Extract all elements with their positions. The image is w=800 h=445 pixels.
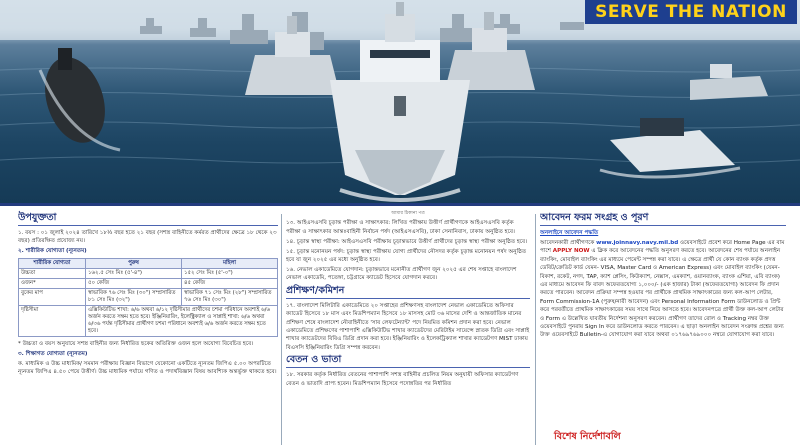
section-title-eligibility: উপযুক্ততা: [18, 212, 278, 226]
weight-note: * উচ্চতা ও বয়স অনুযায়ে সশস্ত্র বাহিনীর জন্য নির্ধারিত ছকের অতিরিক্ত ওজন হলে অযোগ্য বিবেচিত হবে।: [18, 340, 254, 347]
recruitment-notice: [0, 206, 800, 445]
medical-paragraph: ১৪. চূড়ান্ত স্বাস্থ্য পরীক্ষা: আইএসএসবি পরীক্ষায় চূড়ান্তভাবে উত্তীর্ণ প্রার্থীদের চূড়ান্ত স্বাস্থ্য পরীক্ষা অনুষ্ঠিত হবে।: [286, 238, 528, 245]
training-paragraph: ১৭. বাংলাদেশ মিলিটারি একাডেমিতে ২০ সপ্তাহের প্রশিক্ষণসহ বাংলাদেশ নেভাল একাডেমিতে অফিসার ক্যাডেট হিসেবে ১৮ মাস এবং মিডশিপম্যান হিসেবে ১৮ মাসসহ মোট ৩৬ মাসের দেশি ও আন্তর্জাতিক মানের প্রশিক্ষণ শেষে বাংলাদেশ নৌবাহিনীতে 'সাব লেফটেন্যান্ট' পদে নিয়মিত কমিশন প্রদান করা হবে। নেভাল একাডেমিতে প্রশিক্ষণের পাশাপাশি এক্সিকিউটিভ শাখার ক্যাডেটদের মেরিটাইম সায়েন্সে স্নাতক ডিগ্রি এবং সাপ্লাই শাখার ক্যাডেটদের বিবিএ ডিগ্রি প্রদান করা হবে। ইঞ্জিনিয়ারিং ও ইলেকট্রিক্যাল শাখার ক্যাডেটগণ MIST ঢাকায় বিএসসি ইঞ্জিনিয়ারিং ডিগ্রি সম্পন্ন করবেন।: [286, 302, 530, 351]
salary-paragraph: ১৮. সরকার কর্তৃক নির্ধারিত বেতনের পাশাপাশি সশস্ত্র বাহিনীর প্রচলিত নিয়ম অনুযায়ী অফিসার ক্যাডেটগণ বেতন ও ভাতাদি প্রাপ্য হবেন। মিডশিপম্যান হিসেবে পদোন্নতির পর নির্ধারিত: [286, 372, 519, 387]
column-divider-1: [281, 214, 282, 445]
apply-text-c: এ ক্লিক করে আবেদনের পদ্ধতি অনুসরণ করতে হবে। আবেদনের শেষ পর্যায়ে অনলাইন ব্যাংকিং, মোবাইল ব্যাংকিং এর মাধ্যমে পেমেন্ট সম্পন্ন করা যাবে। এ ক্ষেত্রে প্রার্থী যে কোন ব্যাংক কর্তৃক প্রদত্ত ডেবিট/ক্রেডিট কার্ড যেমন- VISA, Master Card ও American Express) এবং মোবাইল ব্যাংকিং (যেমন- বিকাশ, রকেট, নগদ, TAP, ক্যাশ প্লেসিং, কিউক্যাশ, নেক্সাস, এমক্যাশ, ওয়ানব্যাংক, ব্যাংক এশিয়া, এবি ব্যাংক) এর মাধ্যমে আবেদন ফি বাবদ অফেরতযোগ্য ১,০০০/- (এক হাজার) টাকা (অফেরতযোগ্য) আবেদন ফি প্রদান করতে পারবেন। আবেদন প্রক্রিয়া সম্পন্ন হওয়ার পর প্রার্থীকে প্রাথমিক সাক্ষাৎকারের জন্য কল-আপ লেটার, Form Commission-1A (পুরুষ/নারী আবেদন) এবং Personal Information Form ডাউনলোড ও প্রিন্ট করে পরবর্তীতে প্রাথমিক সাক্ষাৎকারের সময় সাথে নিয়ে আসতে হবে। আবেদনপত্রে প্রার্থী উক্ত কল-আপ লেটার ও Form এ উল্লেখিত যাবতীয় নির্দেশনা অনুসরণ করবেন। প্রার্থীগণ তাদের রোল ও Tracking নম্বর উক্ত ওয়েবসাইটে পুনরায় Sign In করে ডাউনলোড করতে পারবেন। এ ছাড়া অনলাইন আবেদন সংক্রান্ত প্রশ্নের জন্য উক্ত ওয়েবসাইটে Bulletin-এ যোগাযোগ করা যাবে অথবা ০১৭৬৯৭৬৯০০০ নম্বরে যোগাযোগ করা যাবে।: [540, 248, 784, 339]
apply-text-b: ওয়েবসাইটে প্রবেশ করে Home Page এর বাম পাশে: [540, 239, 785, 255]
headline-banner: SERVE THE NATION: [585, 0, 797, 24]
education-paragraph: ক. মাধ্যমিক ও উচ্চ মাধ্যমিক/ সমমান পরীক্ষায় বিজ্ঞান বিভাগে যেকোনো একটিতে ন্যূনতম জিপিএ ৫.০০ অপরটিতে ন্যূনতম জিপিএ ৪.৫০ পেয়ে উত্তীর্ণ। উচ্চ মাধ্যমিক পর্যায়ে গণিত ও পদার্থবিজ্ঞান বিষয় আবশ্যিক অন্তর্ভুক্ত থাকতে হবে।: [18, 361, 277, 376]
submarine: [35, 48, 120, 150]
academy-joining-paragraph: ১৬. নেভাল একাডেমিতে যোগদান: চূড়ান্তভাবে মনোনীত প্রার্থীগণ জুন ২০২৫ এর শেষ সপ্তাহে বাংলাদেশ নেভাল একাডেমি, পতেঙ্গা, চট্টগ্রামে ক্যাডেট হিসেবে যোগদান করবে।: [286, 266, 517, 282]
table-cell: ১৫২ সেঃ মিঃ (৫'-০"): [182, 268, 278, 278]
apply-now-link[interactable]: APPLY NOW: [552, 248, 590, 255]
hero-photo: [0, 0, 800, 203]
table-cell: উচ্চতা: [19, 268, 86, 278]
table-row: [19, 305, 278, 336]
section-title-salary: বেতন ও ভাতা: [286, 354, 530, 368]
table-header-cell: পুরুষ: [86, 258, 182, 268]
table-header-cell: মহিলা: [182, 258, 278, 268]
table-cell: ৪৫ কেজি: [182, 278, 278, 288]
table-cell: স্বাভাবিক ৭১ সেঃ মিঃ (২৮") সম্প্রসারিত ৭৬ সেঃ মিঃ (৩০"): [182, 288, 278, 305]
age-paragraph: ১. বয়স : ০১ জুলাই ২০২৪ তারিখে ১৮½ বছর হতে ২১ বছর (সশস্ত্র বাহিনীতে কর্মরত প্রার্থীদের ক্ষেত্রে ১৮ থেকে ২৩ বছর) প্রতিরক্ষিত প্রযোজ্য নয়।: [18, 230, 277, 245]
column-selection: [286, 210, 530, 445]
column-divider-2: [535, 214, 536, 445]
table-cell: ৫০ কেজি: [86, 278, 182, 288]
table-row: [19, 278, 278, 288]
column-application: [540, 210, 786, 445]
section-title-training: প্রশিক্ষণ/কমিশন: [286, 285, 530, 299]
education-req-label: ৩. শিক্ষাগত যোগ্যতা (ন্যূনতম): [18, 351, 88, 358]
online-apply-subheading: অনলাইনে আবেদন পদ্ধতি: [540, 230, 599, 236]
issb-paragraph: ১৩. আইএসএসবি চূড়ান্ত পরীক্ষা ও সাক্ষাৎকার: লিখিত পরীক্ষায় উত্তীর্ণ প্রার্থীগণকে আইএসএসবি কর্তৃক পরীক্ষা ও সাক্ষাৎকার আন্তঃবাহিনী নির্বাচন পর্ষদ (আইএসএসবি), ঢাকা সেনানিবাস, ঢাকায় অনুষ্ঠিত হবে।: [286, 220, 515, 235]
apply-text-a: আবেদনকারী প্রার্থীগণকে: [540, 239, 595, 246]
table-cell: বুকের মাপ: [19, 288, 86, 305]
column-eligibility: [18, 210, 278, 445]
patrol-boat: [600, 118, 740, 177]
special-instructions-heading: বিশেষ নির্দেশাবলি: [554, 431, 621, 442]
table-cell: ১৬২.৫ সেঃ মিঃ (৫'-৪"): [86, 268, 182, 278]
section-title-application: আবেদন ফরম সংগ্রহ ও পূরণ: [540, 212, 786, 226]
special-instructions-heading-wrap: [540, 430, 786, 445]
table-cell: এক্সিকিউটিভ শাখা: ৬/৬ অথবা ৬/১২ দৃষ্টিসীমার প্রার্থীদের চশমা পরিধানে অবশ্যই ৬/৬ অর্জন করতে সক্ষম হতে হবে। ইঞ্জিনিয়ারিং, ইলেক্ট্রিক্যাল ও সাপ্লাই শাখা: ৬/৬ অথবা ৬/৩৬ পর্যন্ত দৃষ্টিসীমার প্রার্থীগণ চশমা পরিধানে অবশ্যই ৬/৬ অর্জন করতে সক্ষম হতে হবে।: [86, 305, 278, 336]
table-cell: স্বাভাবিক ৭৬ সেঃ মিঃ (৩০") সম্প্রসারিত ৮১ সেঃ মিঃ (৩২"): [86, 288, 182, 305]
physical-req-label: ২. শারীরিক যোগ্যতা (ন্যূনতম): [18, 248, 87, 255]
small-ship-right: [690, 64, 768, 100]
table-row: [19, 288, 278, 305]
naval-fleet-illustration: [0, 0, 800, 203]
table-row: [19, 268, 278, 278]
table-header-row: [19, 258, 278, 268]
table-cell: ওজন*: [19, 278, 86, 288]
application-paragraph: [540, 239, 786, 340]
physical-requirements-table: [18, 258, 278, 337]
top-caption: আমার ঠিকানা পত্র: [391, 211, 425, 216]
website-link[interactable]: www.joinnavy.navy.mil.bd: [596, 239, 679, 246]
table-cell: দৃষ্টিসীমা: [19, 305, 86, 336]
table-header-cell: শারীরিক যোগ্যতা: [19, 258, 86, 268]
final-board-paragraph: ১৫. চূড়ান্ত মনোনয়ন পর্ষদ: চূড়ান্ত স্বাস্থ্য পরীক্ষায় যোগ্য প্রার্থীদের নৌসদর কর্তৃক চূড়ান্ত মনোনয়ন পর্ষদ অনুষ্ঠিত হবে যা জুন ২০২৫ এর মধ্যে অনুষ্ঠিত হবে।: [286, 248, 527, 264]
